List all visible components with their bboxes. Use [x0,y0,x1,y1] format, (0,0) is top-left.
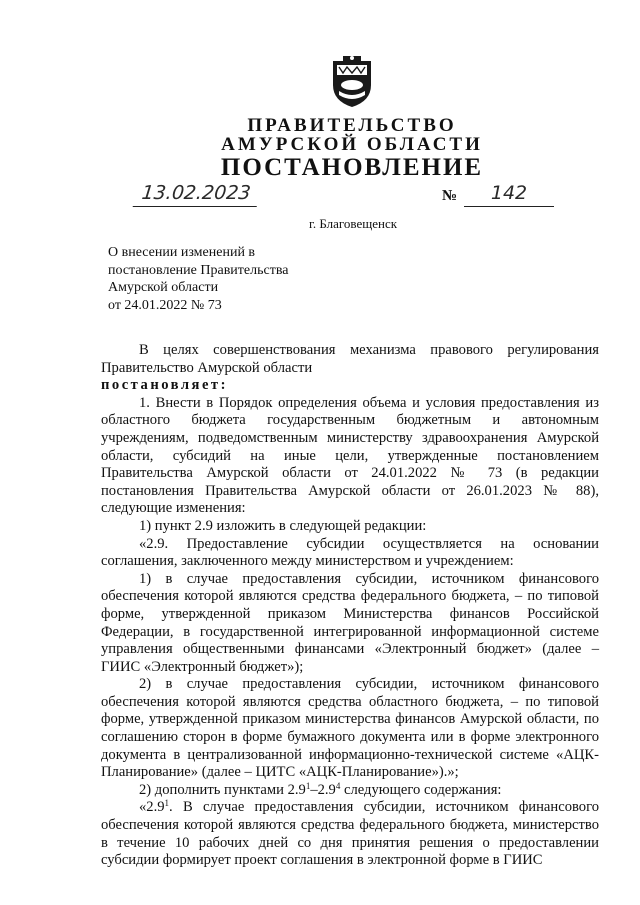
body-paragraph [101,782,599,800]
body-paragraph: 1. Внести в Порядок определения объема и условия предоставления из областного бюджета государственным бюджетным и автономным учреждениям, подведомственным министерству здравоохранения Амурской области, субсидий на иные цели, утвержденные постановлением Правительства Амурской области от 24.01.2022 № 73 (в редакции постановления Правительства Амурской области от 26.01.2023 № 88), следующие изменения: [101,394,599,517]
document-number: 142 [464,182,554,207]
subject-line: Амурской области [108,280,219,295]
amend-text: –2.9 [310,781,336,798]
document-type-title: ПОСТАНОВЛЕНИЕ [220,154,484,181]
body-paragraph: 1) в случае предоставления субсидии, источником финансового обеспечения которой являются средства федерального бюджета, – по типовой форме, утвержденной приказом Министерства финансов Российской Федерации, в государственной интегрированной информационной системе управления общественными финансами «Электронный бюджет» (далее – ГИИС «Электронный бюджет»); [101,570,599,675]
preamble-paragraph: В целях совершенствования механизма правового регулирования Правительство Амурской области [101,342,599,376]
amend-text: следующего содержания: [340,781,502,798]
clause-number: «2.9 [139,799,165,816]
subject-line: постановление Правительства [108,262,289,278]
subject-line: от 24.01.2022 № 73 [108,297,222,313]
city-name: г. Благовещенск [309,216,398,231]
superscript: 1 [164,798,170,809]
document-body [101,342,599,870]
subject-line: О внесении изменений в [108,245,256,260]
clause-text: . В случае предоставления субсидии, источником финансового обеспечения которой являются средства федерального бюджета, министерство в течение 10 рабочих дней со дня принятия решения о предоставлении субсидии формирует проект соглашения в электронной форме в ГИИС [101,799,599,869]
number-label: № [442,188,458,204]
coat-of-arms-icon [329,55,375,109]
superscript: 4 [335,780,341,791]
body-paragraph: 2) в случае предоставления субсидии, источником финансового обеспечения которой являются средства областного бюджета, – по типовой форме, утвержденной приказом министерства финансов Амурской области, по соглашению сторон в форме бумажного документа или в форме электронного документа в централизованной информационно-технической системе «АЦК-Планирование» (далее – ЦИТС «АЦК-Планирование»).»; [101,676,599,781]
superscript: 1 [305,780,311,791]
resolves-word: постановляет: [101,377,228,394]
amend-text: 2) дополнить пунктами 2.9 [139,781,306,798]
body-paragraph: 1) пункт 2.9 изложить в следующей редакции: [139,517,427,534]
body-paragraph: «2.9. Предоставление субсидии осуществляется на основании соглашения, заключенного между министерством и учреждением: [101,535,599,570]
document-date: 13.02.2023 [133,182,260,207]
document-subject [108,244,348,314]
org-title-line1: ПРАВИТЕЛЬСТВО [247,115,457,136]
resolves-line [101,377,599,395]
body-paragraph [101,799,599,869]
org-title-line2: АМУРСКОЙ ОБЛАСТИ [221,134,483,155]
